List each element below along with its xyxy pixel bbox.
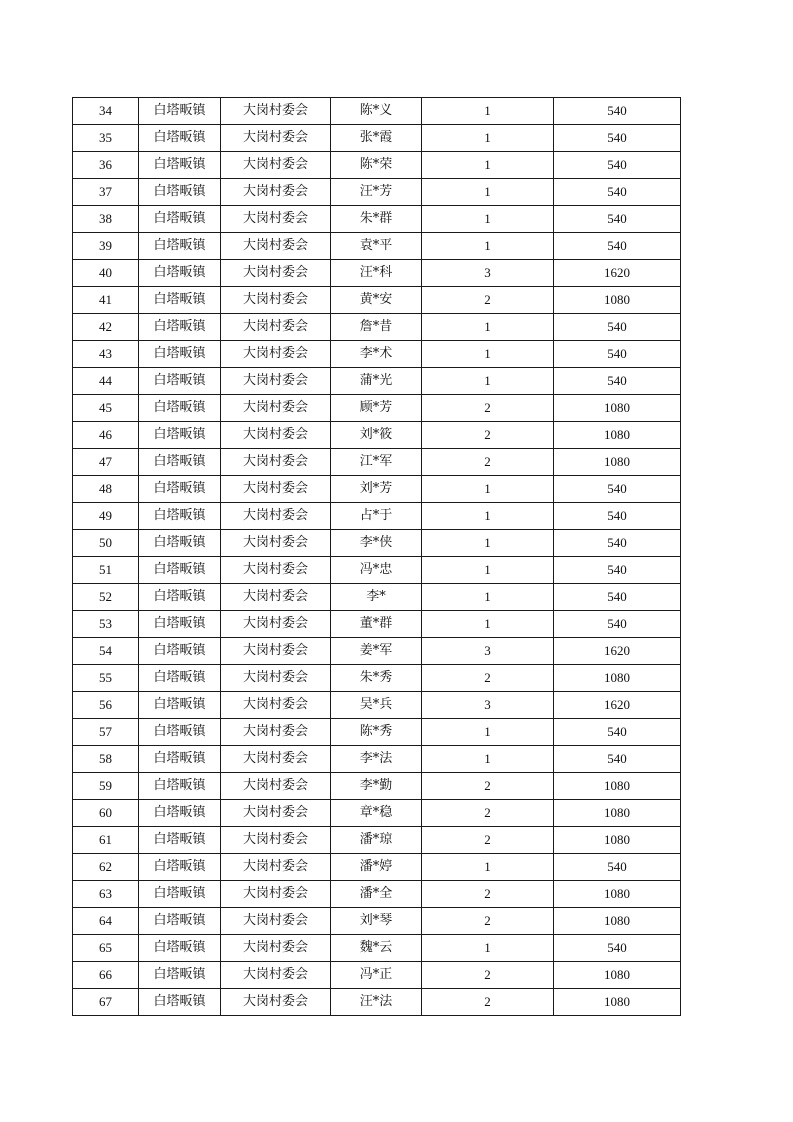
count-cell: 2 bbox=[422, 827, 554, 854]
amount-cell: 540 bbox=[554, 341, 681, 368]
table-row bbox=[73, 260, 681, 287]
count-cell: 1 bbox=[422, 584, 554, 611]
table-body bbox=[73, 98, 681, 1016]
town-cell: 白塔畈镇 bbox=[139, 98, 221, 125]
row-index-cell: 61 bbox=[73, 827, 139, 854]
name-cell: 汪*法 bbox=[331, 989, 422, 1016]
name-cell: 李*术 bbox=[331, 341, 422, 368]
row-index-cell: 66 bbox=[73, 962, 139, 989]
name-cell: 蒲*光 bbox=[331, 368, 422, 395]
row-index-cell: 60 bbox=[73, 800, 139, 827]
amount-cell: 1080 bbox=[554, 989, 681, 1016]
row-index-cell: 41 bbox=[73, 287, 139, 314]
amount-cell: 1620 bbox=[554, 638, 681, 665]
amount-cell: 1080 bbox=[554, 422, 681, 449]
town-cell: 白塔畈镇 bbox=[139, 638, 221, 665]
village-committee-cell: 大岗村委会 bbox=[221, 800, 331, 827]
name-cell: 江*军 bbox=[331, 449, 422, 476]
row-index-cell: 42 bbox=[73, 314, 139, 341]
row-index-cell: 36 bbox=[73, 152, 139, 179]
town-cell: 白塔畈镇 bbox=[139, 341, 221, 368]
table-row bbox=[73, 611, 681, 638]
count-cell: 1 bbox=[422, 341, 554, 368]
count-cell: 1 bbox=[422, 476, 554, 503]
row-index-cell: 56 bbox=[73, 692, 139, 719]
amount-cell: 1080 bbox=[554, 287, 681, 314]
village-committee-cell: 大岗村委会 bbox=[221, 935, 331, 962]
amount-cell: 540 bbox=[554, 530, 681, 557]
row-index-cell: 35 bbox=[73, 125, 139, 152]
town-cell: 白塔畈镇 bbox=[139, 719, 221, 746]
name-cell: 李*侠 bbox=[331, 530, 422, 557]
row-index-cell: 38 bbox=[73, 206, 139, 233]
town-cell: 白塔畈镇 bbox=[139, 287, 221, 314]
amount-cell: 540 bbox=[554, 719, 681, 746]
town-cell: 白塔畈镇 bbox=[139, 881, 221, 908]
amount-cell: 1620 bbox=[554, 692, 681, 719]
count-cell: 1 bbox=[422, 98, 554, 125]
town-cell: 白塔畈镇 bbox=[139, 179, 221, 206]
table-row bbox=[73, 449, 681, 476]
row-index-cell: 46 bbox=[73, 422, 139, 449]
count-cell: 1 bbox=[422, 233, 554, 260]
amount-cell: 540 bbox=[554, 935, 681, 962]
name-cell: 李*勤 bbox=[331, 773, 422, 800]
village-committee-cell: 大岗村委会 bbox=[221, 908, 331, 935]
table-row bbox=[73, 476, 681, 503]
table-row bbox=[73, 152, 681, 179]
row-index-cell: 59 bbox=[73, 773, 139, 800]
village-committee-cell: 大岗村委会 bbox=[221, 233, 331, 260]
count-cell: 1 bbox=[422, 206, 554, 233]
amount-cell: 540 bbox=[554, 233, 681, 260]
table-row bbox=[73, 557, 681, 584]
count-cell: 2 bbox=[422, 449, 554, 476]
name-cell: 汪*科 bbox=[331, 260, 422, 287]
town-cell: 白塔畈镇 bbox=[139, 827, 221, 854]
amount-cell: 540 bbox=[554, 179, 681, 206]
row-index-cell: 44 bbox=[73, 368, 139, 395]
name-cell: 袁*平 bbox=[331, 233, 422, 260]
amount-cell: 1080 bbox=[554, 665, 681, 692]
amount-cell: 540 bbox=[554, 503, 681, 530]
name-cell: 刘*琴 bbox=[331, 908, 422, 935]
name-cell: 陈*义 bbox=[331, 98, 422, 125]
amount-cell: 540 bbox=[554, 125, 681, 152]
town-cell: 白塔畈镇 bbox=[139, 935, 221, 962]
table-row bbox=[73, 719, 681, 746]
count-cell: 2 bbox=[422, 395, 554, 422]
village-committee-cell: 大岗村委会 bbox=[221, 125, 331, 152]
town-cell: 白塔畈镇 bbox=[139, 368, 221, 395]
row-index-cell: 34 bbox=[73, 98, 139, 125]
village-committee-cell: 大岗村委会 bbox=[221, 98, 331, 125]
table-row bbox=[73, 584, 681, 611]
table-row bbox=[73, 125, 681, 152]
amount-cell: 1080 bbox=[554, 800, 681, 827]
name-cell: 姜*军 bbox=[331, 638, 422, 665]
row-index-cell: 43 bbox=[73, 341, 139, 368]
row-index-cell: 45 bbox=[73, 395, 139, 422]
village-committee-cell: 大岗村委会 bbox=[221, 503, 331, 530]
count-cell: 1 bbox=[422, 611, 554, 638]
town-cell: 白塔畈镇 bbox=[139, 557, 221, 584]
village-committee-cell: 大岗村委会 bbox=[221, 881, 331, 908]
amount-cell: 540 bbox=[554, 476, 681, 503]
village-committee-cell: 大岗村委会 bbox=[221, 341, 331, 368]
amount-cell: 1080 bbox=[554, 827, 681, 854]
row-index-cell: 55 bbox=[73, 665, 139, 692]
amount-cell: 540 bbox=[554, 611, 681, 638]
name-cell: 占*于 bbox=[331, 503, 422, 530]
name-cell: 冯*正 bbox=[331, 962, 422, 989]
name-cell: 詹*昔 bbox=[331, 314, 422, 341]
name-cell: 冯*忠 bbox=[331, 557, 422, 584]
village-committee-cell: 大岗村委会 bbox=[221, 557, 331, 584]
count-cell: 2 bbox=[422, 962, 554, 989]
row-index-cell: 62 bbox=[73, 854, 139, 881]
row-index-cell: 49 bbox=[73, 503, 139, 530]
count-cell: 3 bbox=[422, 692, 554, 719]
town-cell: 白塔畈镇 bbox=[139, 800, 221, 827]
village-committee-cell: 大岗村委会 bbox=[221, 665, 331, 692]
village-committee-cell: 大岗村委会 bbox=[221, 179, 331, 206]
village-committee-cell: 大岗村委会 bbox=[221, 368, 331, 395]
village-committee-cell: 大岗村委会 bbox=[221, 827, 331, 854]
count-cell: 2 bbox=[422, 908, 554, 935]
amount-cell: 1620 bbox=[554, 260, 681, 287]
amount-cell: 1080 bbox=[554, 908, 681, 935]
table-row bbox=[73, 422, 681, 449]
town-cell: 白塔畈镇 bbox=[139, 746, 221, 773]
amount-cell: 1080 bbox=[554, 773, 681, 800]
table-row bbox=[73, 881, 681, 908]
town-cell: 白塔畈镇 bbox=[139, 233, 221, 260]
town-cell: 白塔畈镇 bbox=[139, 422, 221, 449]
amount-cell: 1080 bbox=[554, 449, 681, 476]
amount-cell: 540 bbox=[554, 557, 681, 584]
name-cell: 黄*安 bbox=[331, 287, 422, 314]
table-row bbox=[73, 692, 681, 719]
count-cell: 2 bbox=[422, 422, 554, 449]
count-cell: 1 bbox=[422, 854, 554, 881]
village-committee-cell: 大岗村委会 bbox=[221, 449, 331, 476]
name-cell: 朱*秀 bbox=[331, 665, 422, 692]
town-cell: 白塔畈镇 bbox=[139, 530, 221, 557]
name-cell: 顾*芳 bbox=[331, 395, 422, 422]
count-cell: 1 bbox=[422, 935, 554, 962]
name-cell: 章*稳 bbox=[331, 800, 422, 827]
row-index-cell: 39 bbox=[73, 233, 139, 260]
amount-cell: 540 bbox=[554, 98, 681, 125]
amount-cell: 540 bbox=[554, 206, 681, 233]
table-row bbox=[73, 665, 681, 692]
count-cell: 1 bbox=[422, 503, 554, 530]
table-row bbox=[73, 206, 681, 233]
row-index-cell: 54 bbox=[73, 638, 139, 665]
village-committee-cell: 大岗村委会 bbox=[221, 989, 331, 1016]
table-row bbox=[73, 233, 681, 260]
count-cell: 3 bbox=[422, 260, 554, 287]
village-committee-cell: 大岗村委会 bbox=[221, 395, 331, 422]
count-cell: 1 bbox=[422, 152, 554, 179]
count-cell: 2 bbox=[422, 287, 554, 314]
name-cell: 李* bbox=[331, 584, 422, 611]
village-committee-cell: 大岗村委会 bbox=[221, 584, 331, 611]
village-committee-cell: 大岗村委会 bbox=[221, 719, 331, 746]
town-cell: 白塔畈镇 bbox=[139, 314, 221, 341]
row-index-cell: 63 bbox=[73, 881, 139, 908]
town-cell: 白塔畈镇 bbox=[139, 611, 221, 638]
amount-cell: 540 bbox=[554, 152, 681, 179]
row-index-cell: 37 bbox=[73, 179, 139, 206]
name-cell: 董*群 bbox=[331, 611, 422, 638]
name-cell: 朱*群 bbox=[331, 206, 422, 233]
count-cell: 2 bbox=[422, 881, 554, 908]
amount-cell: 540 bbox=[554, 314, 681, 341]
village-committee-cell: 大岗村委会 bbox=[221, 746, 331, 773]
village-committee-cell: 大岗村委会 bbox=[221, 476, 331, 503]
town-cell: 白塔畈镇 bbox=[139, 854, 221, 881]
village-committee-cell: 大岗村委会 bbox=[221, 611, 331, 638]
village-committee-cell: 大岗村委会 bbox=[221, 962, 331, 989]
village-committee-cell: 大岗村委会 bbox=[221, 530, 331, 557]
count-cell: 1 bbox=[422, 719, 554, 746]
town-cell: 白塔畈镇 bbox=[139, 584, 221, 611]
table-row bbox=[73, 503, 681, 530]
count-cell: 1 bbox=[422, 557, 554, 584]
row-index-cell: 53 bbox=[73, 611, 139, 638]
town-cell: 白塔畈镇 bbox=[139, 260, 221, 287]
name-cell: 汪*芳 bbox=[331, 179, 422, 206]
count-cell: 1 bbox=[422, 530, 554, 557]
town-cell: 白塔畈镇 bbox=[139, 962, 221, 989]
table-row bbox=[73, 530, 681, 557]
town-cell: 白塔畈镇 bbox=[139, 449, 221, 476]
count-cell: 1 bbox=[422, 125, 554, 152]
table-row bbox=[73, 773, 681, 800]
table-row bbox=[73, 368, 681, 395]
name-cell: 潘*婷 bbox=[331, 854, 422, 881]
row-index-cell: 48 bbox=[73, 476, 139, 503]
row-index-cell: 52 bbox=[73, 584, 139, 611]
amount-cell: 1080 bbox=[554, 962, 681, 989]
row-index-cell: 40 bbox=[73, 260, 139, 287]
amount-cell: 1080 bbox=[554, 881, 681, 908]
town-cell: 白塔畈镇 bbox=[139, 773, 221, 800]
table-row bbox=[73, 962, 681, 989]
name-cell: 吴*兵 bbox=[331, 692, 422, 719]
amount-cell: 540 bbox=[554, 746, 681, 773]
count-cell: 2 bbox=[422, 773, 554, 800]
count-cell: 1 bbox=[422, 746, 554, 773]
row-index-cell: 64 bbox=[73, 908, 139, 935]
table-row bbox=[73, 98, 681, 125]
village-committee-cell: 大岗村委会 bbox=[221, 287, 331, 314]
data-table bbox=[72, 97, 681, 1016]
row-index-cell: 57 bbox=[73, 719, 139, 746]
table-row bbox=[73, 908, 681, 935]
village-committee-cell: 大岗村委会 bbox=[221, 206, 331, 233]
row-index-cell: 65 bbox=[73, 935, 139, 962]
count-cell: 1 bbox=[422, 368, 554, 395]
count-cell: 1 bbox=[422, 179, 554, 206]
village-committee-cell: 大岗村委会 bbox=[221, 422, 331, 449]
table-row bbox=[73, 827, 681, 854]
town-cell: 白塔畈镇 bbox=[139, 395, 221, 422]
name-cell: 刘*筱 bbox=[331, 422, 422, 449]
village-committee-cell: 大岗村委会 bbox=[221, 854, 331, 881]
town-cell: 白塔畈镇 bbox=[139, 206, 221, 233]
name-cell: 潘*全 bbox=[331, 881, 422, 908]
name-cell: 陈*荣 bbox=[331, 152, 422, 179]
table-row bbox=[73, 746, 681, 773]
count-cell: 3 bbox=[422, 638, 554, 665]
count-cell: 1 bbox=[422, 314, 554, 341]
town-cell: 白塔畈镇 bbox=[139, 908, 221, 935]
count-cell: 2 bbox=[422, 800, 554, 827]
table-row bbox=[73, 989, 681, 1016]
amount-cell: 540 bbox=[554, 368, 681, 395]
row-index-cell: 58 bbox=[73, 746, 139, 773]
table-row bbox=[73, 179, 681, 206]
village-committee-cell: 大岗村委会 bbox=[221, 692, 331, 719]
town-cell: 白塔畈镇 bbox=[139, 476, 221, 503]
town-cell: 白塔畈镇 bbox=[139, 152, 221, 179]
table-row bbox=[73, 287, 681, 314]
name-cell: 李*法 bbox=[331, 746, 422, 773]
town-cell: 白塔畈镇 bbox=[139, 125, 221, 152]
village-committee-cell: 大岗村委会 bbox=[221, 260, 331, 287]
town-cell: 白塔畈镇 bbox=[139, 692, 221, 719]
amount-cell: 540 bbox=[554, 584, 681, 611]
count-cell: 2 bbox=[422, 665, 554, 692]
village-committee-cell: 大岗村委会 bbox=[221, 638, 331, 665]
amount-cell: 1080 bbox=[554, 395, 681, 422]
amount-cell: 540 bbox=[554, 854, 681, 881]
table-row bbox=[73, 638, 681, 665]
name-cell: 潘*琼 bbox=[331, 827, 422, 854]
table-row bbox=[73, 935, 681, 962]
name-cell: 刘*芳 bbox=[331, 476, 422, 503]
town-cell: 白塔畈镇 bbox=[139, 989, 221, 1016]
name-cell: 张*霞 bbox=[331, 125, 422, 152]
count-cell: 2 bbox=[422, 989, 554, 1016]
table-row bbox=[73, 314, 681, 341]
village-committee-cell: 大岗村委会 bbox=[221, 773, 331, 800]
row-index-cell: 50 bbox=[73, 530, 139, 557]
table-row bbox=[73, 800, 681, 827]
row-index-cell: 47 bbox=[73, 449, 139, 476]
row-index-cell: 67 bbox=[73, 989, 139, 1016]
town-cell: 白塔畈镇 bbox=[139, 503, 221, 530]
town-cell: 白塔畈镇 bbox=[139, 665, 221, 692]
table-row bbox=[73, 341, 681, 368]
table-row bbox=[73, 854, 681, 881]
village-committee-cell: 大岗村委会 bbox=[221, 152, 331, 179]
name-cell: 魏*云 bbox=[331, 935, 422, 962]
row-index-cell: 51 bbox=[73, 557, 139, 584]
name-cell: 陈*秀 bbox=[331, 719, 422, 746]
village-committee-cell: 大岗村委会 bbox=[221, 314, 331, 341]
table-row bbox=[73, 395, 681, 422]
